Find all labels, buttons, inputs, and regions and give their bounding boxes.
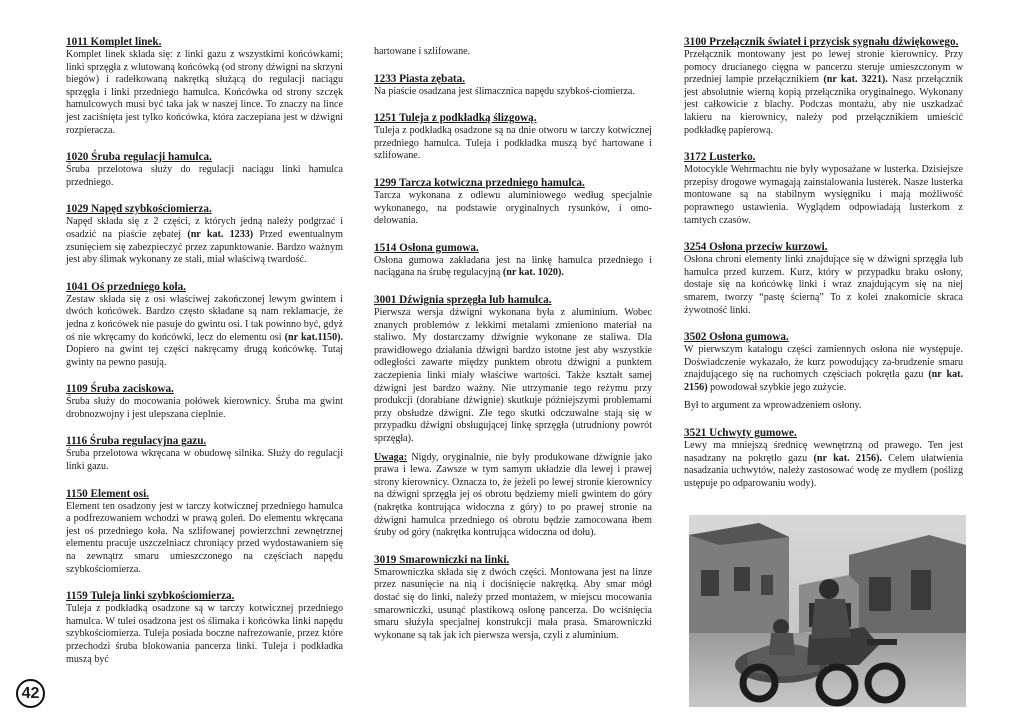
continuation-text: hartowane i szlifowane.	[374, 46, 471, 58]
catalog-entry	[66, 435, 343, 473]
entry-title: 3100 Przełącznik świateł i przycisk sygnału dźwiękowego.	[684, 36, 959, 48]
entry-text: Przełącznik montowany jest po lewej stronie kierownicy. Przy pomocy drucianego cięgna w pancerzu steruje umieszczonym w przedniej lampie przełącznikiem (nr kat. 3221). Nasz przełącznik jest absolutnie wierną kopią przełącznika oryginalnego. Wykonany jest całkowicie z blachy. Podczas montażu, aby nie uszkadzać lakieru na kierownicy, należy pod przełącznikiem umieścić podkładkę papierową.	[684, 49, 963, 136]
catalog-entry	[684, 36, 963, 137]
entry-text: Pierwsza wersja dźwigni wykonana była z aluminium. Wobec znanych problemów z lekkimi metalami zmieniono materiał na staliwo. My dostarczamy dźwignie wykonane ze staliwa. Dla prawidłowego działania dźwigni bardzo istotne jest aby wszystkie odległości zawarte między punktem obrotu dźwigni a punktem zaczepienia linki miały właściwe wartości. Także kształt samej dźwigni jest bardzo ważny. Nie utrzymanie tego reżymu przy produkcji (dorabiane dźwignie) skutkuje późniejszymi problemami przy obsłudze dźwigni. Złe tego skutki odczuwalne stają się w przypadku dźwigni obsługującej linkę sprzęgła (utrudniony powrót sprzęgła).	[374, 307, 652, 444]
entry-title: 1029 Napęd szybkościomierza.	[66, 203, 212, 216]
column-left	[66, 36, 343, 680]
entry-text: Był to argument za wprowadzeniem osłony.	[684, 400, 862, 412]
catalog-entry	[66, 281, 343, 370]
catalog-entry	[374, 554, 652, 643]
entry-title: 1150 Element osi.	[66, 487, 149, 500]
entry-title: 3001 Dźwignia sprzęgła lub hamulca.	[374, 294, 552, 307]
catalog-entry	[684, 241, 963, 317]
catalog-entry	[66, 203, 343, 266]
catalog-entry	[374, 112, 652, 163]
catalog-entry	[66, 36, 343, 137]
entry-text: Tarcza wykonana z odlewu aluminiowego według specjalnie wykonanego, na podstawie oryginalnych rysunków, i omo-delowania.	[374, 190, 652, 227]
entry-title: 1116 Śruba regulacyjna gazu.	[66, 435, 207, 448]
entry-title: 1251 Tuleja z podkładką ślizgową.	[374, 112, 537, 125]
entry-title: 3254 Osłona przeciw kurzowi.	[684, 241, 828, 254]
catalog-entry	[66, 151, 343, 189]
entry-title: 1041 Oś przedniego koła.	[66, 280, 186, 293]
sidecar-motorcycle-photo	[689, 515, 966, 707]
entry-title: 3521 Uchwyty gumowe.	[684, 427, 797, 440]
entry-text: Zestaw składa się z osi właściwej zakończonej lewym gwintem i dwóch końcówek. Bardzo często składane są nam reklamacje, że jedna z końcówek nie pasuje do gwintu osi. I tak powinno być, gdyż oś nie wkręcamy do końcówki, lecz do elementu osi (nr kat.1150). Dopiero na gwint tej części nakręcamy drugą końcówkę. Tutaj gwinty na pewno pasują.	[66, 293, 344, 368]
catalog-entry	[66, 590, 343, 666]
entry-text: Tuleja z podkładką osadzone są w tarczy kotwicznej przedniego hamulca. W tulei osadzona jest oś ślimaka i końcówka linki napędu szybkościomierza. Tuleja posiada boczne nafrezowanie, przez które przechodzi śruba blokowania pancerza linki. Tuleja i podkładka muszą być	[66, 603, 343, 665]
entry-title: 1109 Śruba zaciskowa.	[66, 383, 174, 396]
page-number: 42	[16, 679, 45, 708]
entry-title: 3172 Lusterko.	[684, 151, 756, 164]
entry-text: Śruba przelotowa służy do regulacji naciągu linki hamulca przedniego.	[66, 164, 343, 188]
entry-text: Element ten osadzony jest w tarczy kotwicznej przedniego hamulca a podfrezowaniem wchodzi w prawą goleń. Do elementu wkręcana jest oś przedniego koła. Na szlifowanej powierzchni zewnętrznej elementu pracuje uszczelniacz chroniący przed wydostawaniem się na zewnątrz smaru umieszczonego na częściach napędu szybkościomierza.	[66, 500, 343, 575]
column-right	[684, 36, 963, 504]
catalog-entry	[374, 294, 652, 540]
entry-title: 1233 Piasta zębata.	[374, 72, 466, 85]
catalog-entry	[684, 151, 963, 227]
entry-text: Smarowniczka składa się z dwóch części. Montowana jest na linze przez nasunięcie na nią i dociśnięcie nakrętką. Aby smar mógł dostać się do linki, należy przed montażem, w miejscu mocowania smarowniczki, usunąć plastikową osłonę pancerza. Do wciśnięcia smaru służyła specjalnej konstrukcji mała prasa. Smarowniczki wykonane są tak jak ich pierwsza wersja, czyli z aluminium.	[374, 566, 652, 641]
entry-text: Uwaga: Nigdy, oryginalnie, nie były produkowane dźwignie jako prawa i lewa. Zawsze w tym samym układzie dla lewej i prawej strony kierownicy. Oznacza to, że jeżeli po lewej stronie kierownicy na dźwigni sprzęgła jej oś obrotu będziemy mieli gwintem do góry (nakrętka kontrująca widoczna z góry) to po prawej stronie na dźwigni hamulca przedniego oś obrotu będzie zamocowana łbem śruby od góry (nakrętka kontrująca widoczna od dołu).	[374, 451, 652, 539]
entry-title: 1299 Tarcza kotwiczna przedniego hamulca.	[374, 177, 585, 190]
entry-text: Motocykle Wehrmachtu nie były wyposażane w lusterka. Dzisiejsze przepisy drogowe wymagają zainstalowania lusterek. Nasze lusterka montowane są na stabilnym wysięgniku i mają możliwość poprawnego ustawienia. Wyglądem odpowiadają lusterkom z tamtych czasów.	[684, 164, 963, 226]
catalog-entry	[374, 242, 652, 280]
photo-illustration	[689, 515, 966, 707]
catalog-entry	[684, 427, 963, 490]
catalog-entry	[66, 488, 343, 577]
entry-title: 1514 Osłona gumowa.	[374, 241, 479, 254]
entry-title: 1011 Komplet linek.	[66, 36, 162, 48]
entry-title: 1159 Tuleja linki szybkościomierza.	[66, 590, 235, 603]
entry-text: Osłona chroni elementy linki znajdujące się w dźwigni sprzęgła lub hamulca przed kurzem. Kurz, który w przypadku braku osłony, dostaje się na końcówkę linki i wraz znajdującym się na niej smarem, tworzy “pastę ścierną” To z kolei znakomicie skraca żywotność linki.	[684, 254, 963, 316]
catalog-entry	[374, 177, 652, 228]
catalog-entry	[374, 73, 652, 99]
entry-text: Na piaście osadzana jest ślimacznica napędu szybkoś-ciomierza.	[374, 85, 635, 97]
entry-text: Śruba służy do mocowania połówek kierownicy. Śruba ma gwint drobnozwojny i jest ulepszana cieplnie.	[66, 396, 343, 420]
entry-title: 3019 Smarowniczki na linki.	[374, 553, 510, 566]
entry-title: 3502 Osłona gumowa.	[684, 331, 789, 344]
entry-text: Tuleja z podkładką osadzone są na dnie otworu w tarczy kotwicznej przedniego hamulca. Tuleja i podkładka muszą być hartowane i szlifowane.	[374, 125, 652, 162]
catalog-entry	[66, 383, 343, 421]
entry-text: Napęd składa się z 2 części, z których jedną należy podgrzać i osadzić na piaście zębatej (nr kat. 1233) Przed ewentualnym zsunięciem się zabezpieczyć przez zapunktowanie. Bardzo ważnym jest aby ślimak wykonany ze stali, miał właściwą twardość.	[66, 216, 343, 266]
entry-title: 1020 Śruba regulacji hamulca.	[66, 151, 212, 164]
entry-text: W pierwszym katalogu części zamiennych osłona nie występuje. Doświadczenie wykazało, że kurz powodujący za-brudzenie smaru znajdującego się na ruchomych częściach pokrętła gazu (nr kat. 2156) powodował szybkie jego zużycie.	[684, 344, 964, 393]
entry-text: Komplet linek składa się: z linki gazu z wszystkimi końcówkami; linki sprzęgła z wlutowaną końcówką (od strony dźwigni na skrzyni biegów) i radełkowaną nakrętką służącą do regulacji naciągu sprzęgła i linki przedniego hamulca. Końcówka od strony szczęk hamulcowych musi być taka jak w naszej lince. To znaczy na lince jest zaciśnięta jest tylko końcówka, która zaczepiana jest w dźwigni rozpieracza.	[66, 49, 343, 136]
entry-text: Osłona gumowa zakładana jest na linkę hamulca przedniego i naciągana na śrubę regulacyjną (nr kat. 1020).	[374, 254, 652, 279]
column-middle	[374, 36, 652, 656]
entry-text: Lewy ma mniejszą średnicę wewnętrzną od prawego. Ten jest nasadzany na pokrętło gazu (nr kat. 2156). Celem ułatwienia nasadzania uchwytów, należy zastosować wodę ze mydłem (poślizg ustępuje po odparowaniu wody).	[684, 440, 964, 489]
entry-text: Śruba przelotowa wkręcana w obudowę silnika. Służy do regulacji linki gazu.	[66, 448, 343, 473]
catalog-entry	[684, 331, 963, 413]
